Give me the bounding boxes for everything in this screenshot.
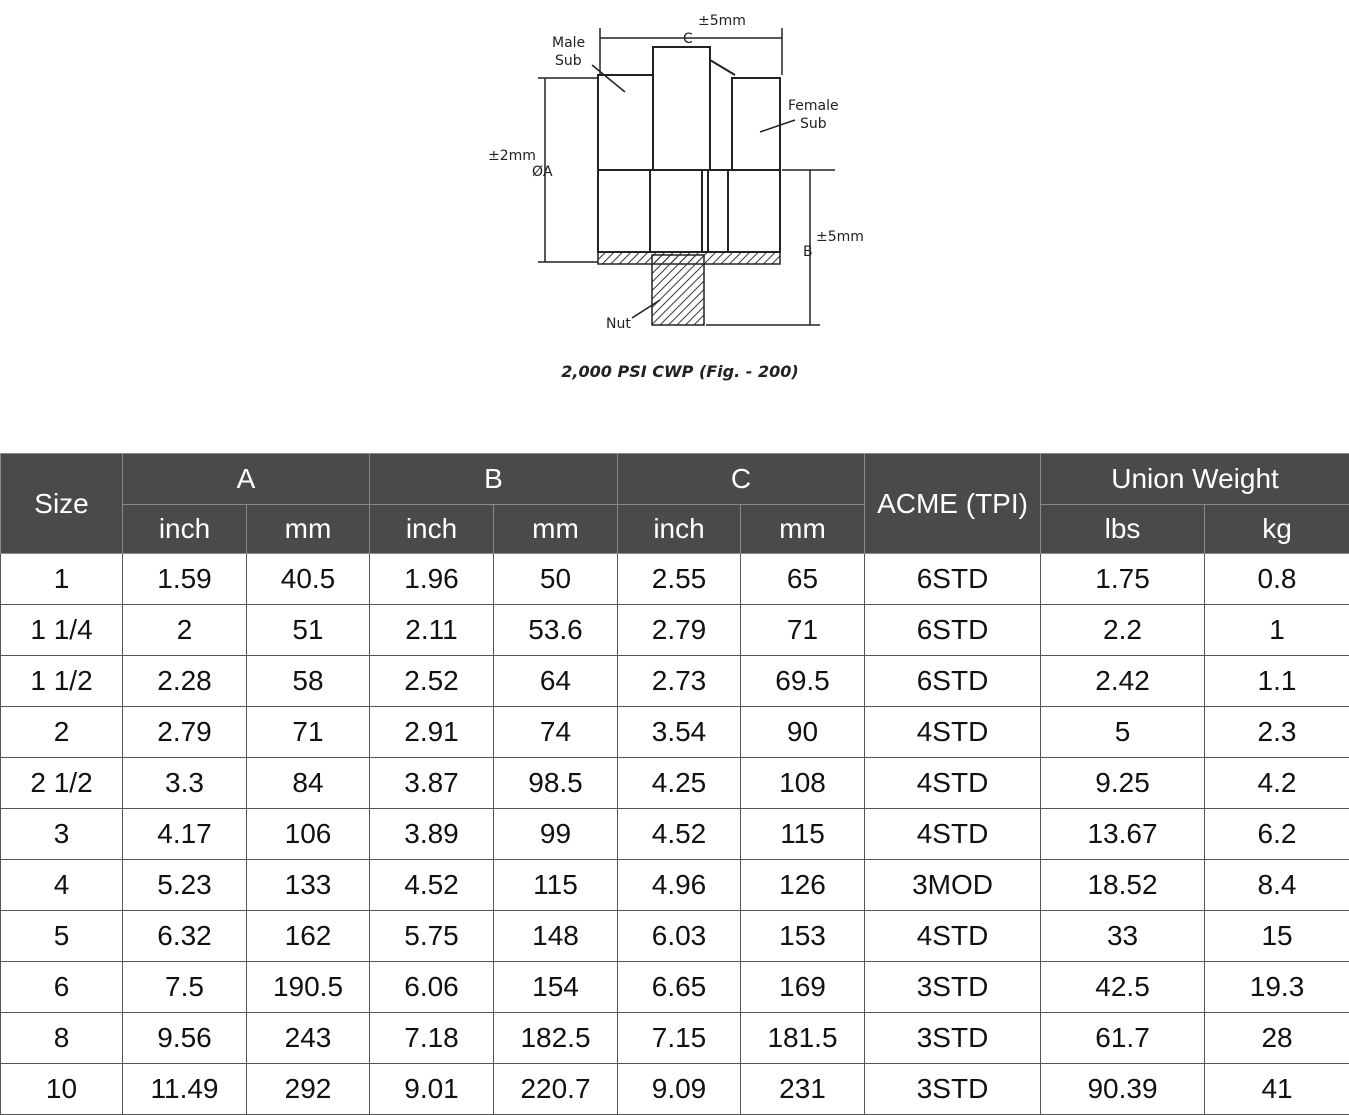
cell-a-mm: 190.5 [247,962,370,1013]
cell-b-inch: 2.52 [370,656,494,707]
cell-c-mm: 108 [741,758,865,809]
cell-c-mm: 69.5 [741,656,865,707]
cell-a-inch: 1.59 [123,554,247,605]
cell-weight-lbs: 1.75 [1041,554,1205,605]
cell-c-inch: 9.09 [618,1064,741,1115]
cell-weight-kg: 1.1 [1205,656,1349,707]
tolerance-a-label: ±2mm [488,148,536,164]
cell-a-inch: 9.56 [123,1013,247,1064]
cell-c-inch: 2.55 [618,554,741,605]
table-body [1,554,1349,1115]
cell-acme: 3MOD [865,860,1041,911]
cell-b-inch: 6.06 [370,962,494,1013]
cell-b-inch: 9.01 [370,1064,494,1115]
male-sub-label-2: Sub [555,53,582,69]
cell-c-mm: 71 [741,605,865,656]
cell-c-inch: 4.52 [618,809,741,860]
dimension-c-label: C [683,31,693,47]
cell-acme: 3STD [865,1013,1041,1064]
cell-weight-kg: 0.8 [1205,554,1349,605]
cell-b-mm: 115 [494,860,618,911]
cell-b-inch: 1.96 [370,554,494,605]
cell-c-mm: 153 [741,911,865,962]
header-weight-lbs: lbs [1041,505,1205,554]
cell-weight-lbs: 2.2 [1041,605,1205,656]
cell-c-mm: 231 [741,1064,865,1115]
cell-a-mm: 162 [247,911,370,962]
cell-weight-kg: 28 [1205,1013,1349,1064]
dimension-b-label: B [803,244,813,260]
header-b: B [370,454,618,505]
cell-weight-lbs: 5 [1041,707,1205,758]
cell-c-mm: 115 [741,809,865,860]
cell-c-inch: 7.15 [618,1013,741,1064]
union-drawing [470,0,890,400]
table-row [1,656,1349,707]
cell-size: 5 [1,911,123,962]
cell-a-mm: 84 [247,758,370,809]
table-row [1,962,1349,1013]
cell-a-inch: 6.32 [123,911,247,962]
cell-b-inch: 5.75 [370,911,494,962]
cell-size: 8 [1,1013,123,1064]
table-row [1,758,1349,809]
cell-c-mm: 65 [741,554,865,605]
header-a: A [123,454,370,505]
table-row [1,1013,1349,1064]
cell-weight-lbs: 42.5 [1041,962,1205,1013]
cell-acme: 4STD [865,911,1041,962]
cell-b-mm: 220.7 [494,1064,618,1115]
cell-a-inch: 7.5 [123,962,247,1013]
header-a-mm: mm [247,505,370,554]
header-acme: ACME (TPI) [865,454,1041,554]
cell-acme: 4STD [865,758,1041,809]
cell-b-mm: 74 [494,707,618,758]
table-row [1,707,1349,758]
cell-weight-kg: 41 [1205,1064,1349,1115]
tolerance-c-label: ±5mm [698,13,746,29]
male-sub-label-1: Male [552,35,585,51]
cell-size: 3 [1,809,123,860]
cell-c-mm: 181.5 [741,1013,865,1064]
cell-weight-lbs: 13.67 [1041,809,1205,860]
cell-c-inch: 6.03 [618,911,741,962]
cell-a-inch: 2 [123,605,247,656]
cell-a-inch: 2.79 [123,707,247,758]
nut-label: Nut [606,316,631,332]
cell-weight-lbs: 18.52 [1041,860,1205,911]
cell-a-mm: 51 [247,605,370,656]
header-c-mm: mm [741,505,865,554]
cell-b-mm: 148 [494,911,618,962]
table-header [1,454,1349,554]
cell-a-mm: 40.5 [247,554,370,605]
female-sub-label-1: Female [788,98,839,114]
header-weight-kg: kg [1205,505,1349,554]
cell-b-mm: 99 [494,809,618,860]
cell-b-mm: 64 [494,656,618,707]
cell-weight-kg: 19.3 [1205,962,1349,1013]
cell-b-mm: 182.5 [494,1013,618,1064]
table-row [1,605,1349,656]
cell-acme: 3STD [865,1064,1041,1115]
cell-b-mm: 50 [494,554,618,605]
cell-c-inch: 3.54 [618,707,741,758]
table-row [1,809,1349,860]
cell-weight-lbs: 33 [1041,911,1205,962]
cell-a-mm: 106 [247,809,370,860]
header-b-mm: mm [494,505,618,554]
cell-b-inch: 2.11 [370,605,494,656]
cell-acme: 4STD [865,707,1041,758]
cell-weight-lbs: 2.42 [1041,656,1205,707]
cell-c-mm: 169 [741,962,865,1013]
cell-b-mm: 53.6 [494,605,618,656]
header-union-weight: Union Weight [1041,454,1349,505]
table-row [1,554,1349,605]
cell-a-inch: 4.17 [123,809,247,860]
cell-weight-kg: 2.3 [1205,707,1349,758]
cell-a-mm: 292 [247,1064,370,1115]
cell-weight-lbs: 61.7 [1041,1013,1205,1064]
header-c: C [618,454,865,505]
cell-weight-lbs: 9.25 [1041,758,1205,809]
cell-b-mm: 98.5 [494,758,618,809]
header-size: Size [1,454,123,554]
cell-acme: 6STD [865,554,1041,605]
cell-a-mm: 58 [247,656,370,707]
cell-weight-kg: 1 [1205,605,1349,656]
cell-acme: 4STD [865,809,1041,860]
cell-size: 2 1/2 [1,758,123,809]
cell-acme: 3STD [865,962,1041,1013]
cell-b-inch: 7.18 [370,1013,494,1064]
cell-size: 1 [1,554,123,605]
cell-weight-kg: 4.2 [1205,758,1349,809]
table-row [1,860,1349,911]
cell-a-inch: 2.28 [123,656,247,707]
cell-b-inch: 3.89 [370,809,494,860]
cell-b-mm: 154 [494,962,618,1013]
dimension-a-label: ØA [532,164,553,180]
cell-acme: 6STD [865,656,1041,707]
cell-size: 1 1/4 [1,605,123,656]
header-a-inch: inch [123,505,247,554]
cell-c-mm: 90 [741,707,865,758]
cell-c-inch: 2.79 [618,605,741,656]
cell-size: 1 1/2 [1,656,123,707]
figure-caption: 2,000 PSI CWP (Fig. - 200) [561,362,798,381]
cell-b-inch: 2.91 [370,707,494,758]
tolerance-b-label: ±5mm [816,229,864,245]
union-diagram [470,0,890,400]
cell-acme: 6STD [865,605,1041,656]
cell-c-inch: 4.96 [618,860,741,911]
cell-weight-kg: 6.2 [1205,809,1349,860]
header-b-inch: inch [370,505,494,554]
header-c-inch: inch [618,505,741,554]
cell-a-inch: 11.49 [123,1064,247,1115]
cell-size: 4 [1,860,123,911]
cell-size: 2 [1,707,123,758]
cell-weight-kg: 8.4 [1205,860,1349,911]
cell-weight-lbs: 90.39 [1041,1064,1205,1115]
cell-a-inch: 5.23 [123,860,247,911]
cell-a-mm: 71 [247,707,370,758]
cell-b-inch: 4.52 [370,860,494,911]
table-row [1,911,1349,962]
cell-a-mm: 243 [247,1013,370,1064]
cell-size: 6 [1,962,123,1013]
cell-c-mm: 126 [741,860,865,911]
cell-c-inch: 6.65 [618,962,741,1013]
female-sub-label-2: Sub [800,116,827,132]
cell-b-inch: 3.87 [370,758,494,809]
cell-weight-kg: 15 [1205,911,1349,962]
cell-c-inch: 4.25 [618,758,741,809]
cell-a-mm: 133 [247,860,370,911]
cell-a-inch: 3.3 [123,758,247,809]
specification-table [0,453,1349,1115]
cell-c-inch: 2.73 [618,656,741,707]
cell-size: 10 [1,1064,123,1115]
